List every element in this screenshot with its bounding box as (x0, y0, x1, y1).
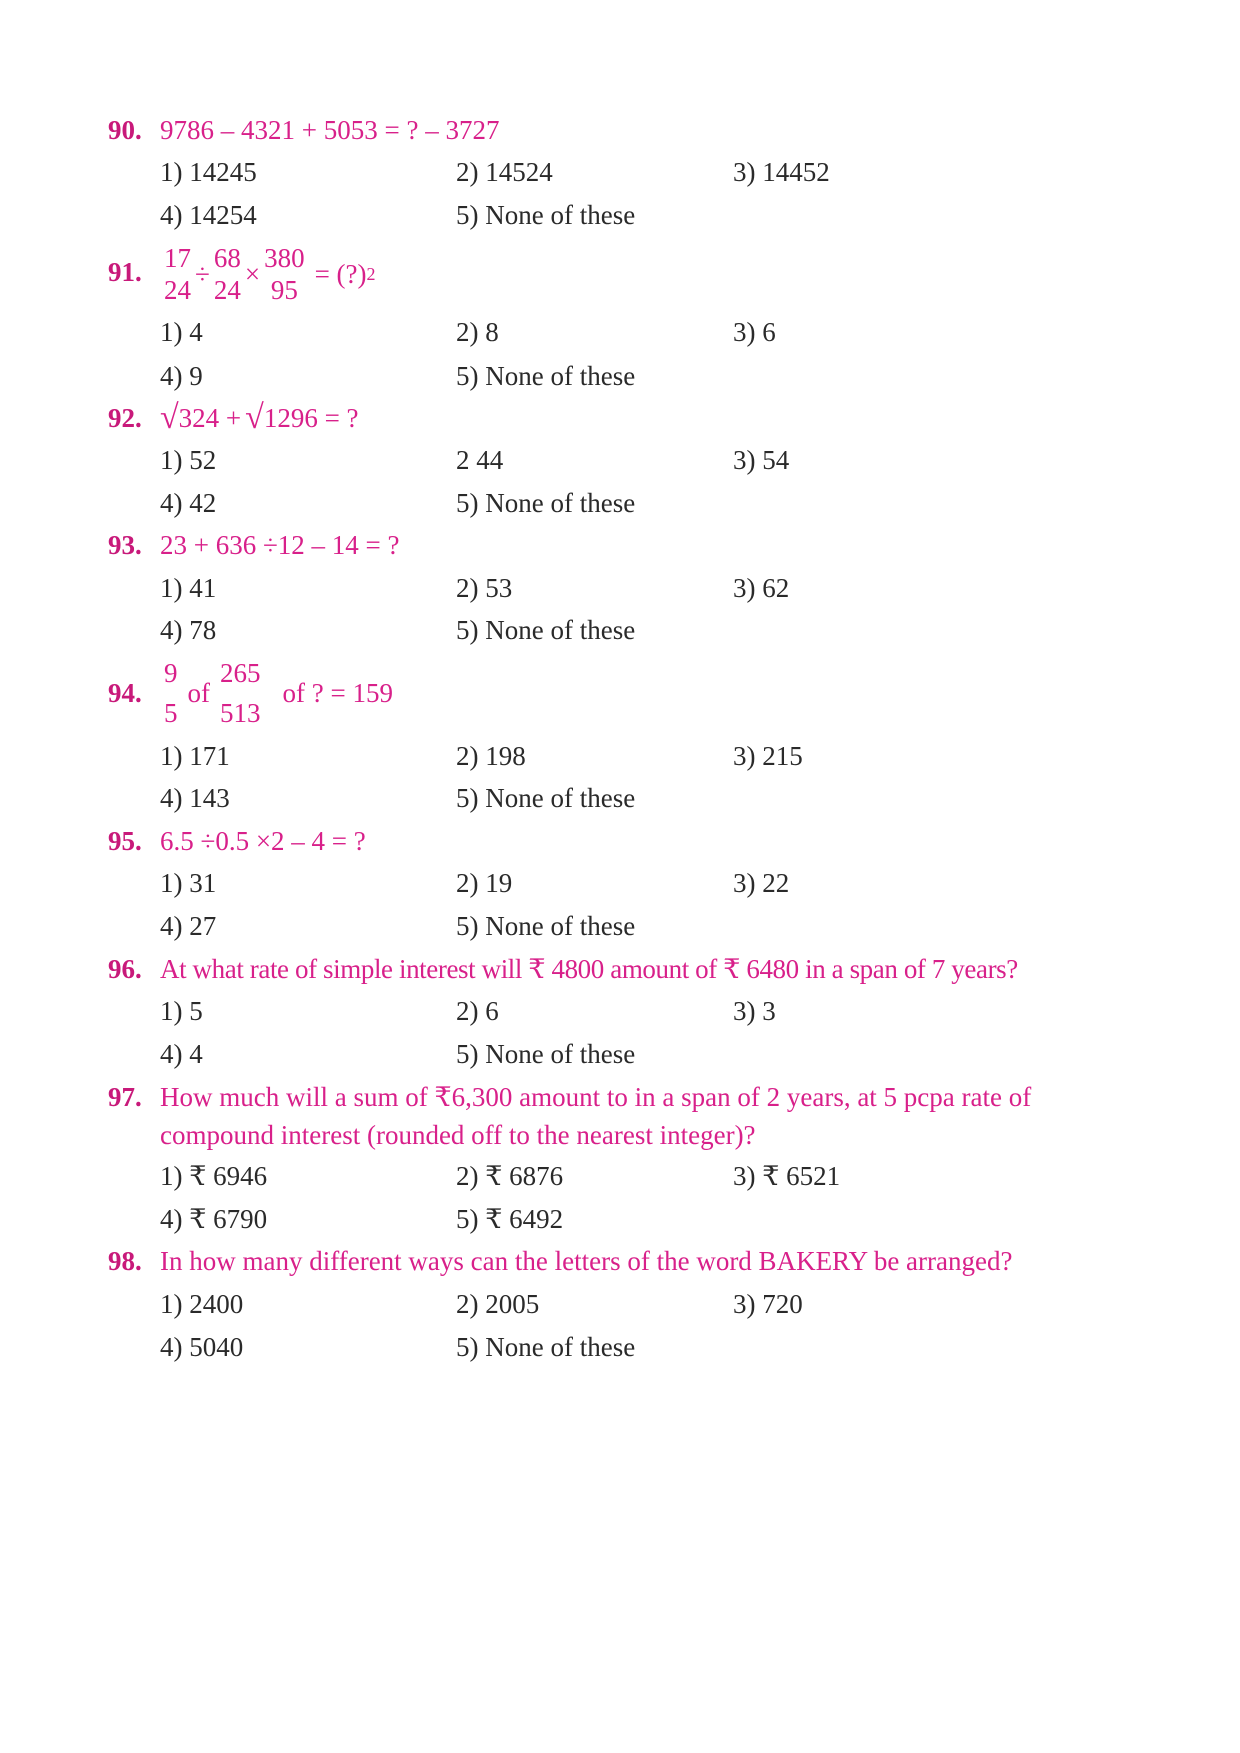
numerator: 68 (213, 243, 241, 273)
option: 4) 27 (160, 911, 217, 941)
sqrt-icon: √ (160, 399, 179, 436)
fraction (164, 242, 191, 306)
option: 2) 198 (456, 741, 526, 771)
option: 5) None of these (456, 200, 636, 230)
option: 4) 14254 (160, 200, 257, 230)
option: 5) None of these (456, 361, 636, 391)
term: 324 + (178, 402, 242, 433)
option: 5) None of these (456, 911, 636, 941)
numerator: 380 (264, 243, 305, 273)
question-text: At what rate of simple interest will ₹ 4800 amount of ₹ 6480 in a span of 7 years? (160, 954, 1018, 984)
option: 5) None of these (456, 1332, 636, 1362)
multiply-sign: × (244, 258, 261, 289)
option: 5) ₹ 6492 (456, 1204, 564, 1234)
option: 3) 215 (733, 741, 803, 771)
question-expression (160, 399, 359, 437)
option: 5) None of these (456, 615, 636, 645)
option: 2) 2005 (456, 1289, 540, 1319)
option: 4) 5040 (160, 1332, 244, 1362)
option: 2) 14524 (456, 157, 553, 187)
divide-sign: ÷ (195, 258, 210, 289)
question-text-continued: compound interest (rounded off to the nearest integer)? (160, 1120, 756, 1150)
fraction (214, 242, 241, 306)
rhs: = (?) (314, 258, 367, 289)
option: 1) 41 (160, 573, 217, 603)
option: 1) 171 (160, 741, 230, 771)
option: 4) 143 (160, 783, 230, 813)
question-text: 9786 – 4321 + 5053 = ? – 3727 (160, 115, 500, 145)
option: 2) 8 (456, 317, 499, 347)
option: 4) 78 (160, 615, 217, 645)
question-number: 90. (108, 115, 142, 145)
option: 2) 53 (456, 573, 513, 603)
question-number: 97. (108, 1082, 142, 1112)
option: 2) 19 (456, 868, 513, 898)
question-text: How much will a sum of ₹6,300 amount to in a span of 2 years, at 5 pcpa rate of (160, 1082, 1032, 1112)
option: 1) ₹ 6946 (160, 1161, 268, 1191)
question-expression (160, 653, 393, 733)
question-expression (160, 242, 376, 306)
question-number: 96. (108, 954, 142, 984)
question-text: In how many different ways can the letters of the word BAKERY be arranged? (160, 1246, 1013, 1276)
numerator: 17 (164, 243, 191, 273)
question-text: 23 + 636 ÷12 – 14 = ? (160, 530, 400, 560)
fraction (164, 653, 178, 733)
denominator: 24 (213, 275, 241, 305)
option: 1) 5 (160, 996, 203, 1026)
question-number: 95. (108, 826, 142, 856)
question-number: 93. (108, 530, 142, 560)
of-word: of (187, 677, 210, 708)
option: 4) 4 (160, 1039, 203, 1069)
option: 5) None of these (456, 1039, 636, 1069)
term: 1296 = ? (263, 402, 359, 433)
fraction (264, 242, 305, 306)
denominator: 513 (220, 698, 261, 728)
option: 3) 22 (733, 868, 790, 898)
option: 2) 6 (456, 996, 499, 1026)
option: 1) 4 (160, 317, 203, 347)
option: 3) 3 (733, 996, 776, 1026)
exponent: 2 (366, 263, 376, 284)
option: 3) 14452 (733, 157, 830, 187)
option: 4) 9 (160, 361, 203, 391)
option: 4) ₹ 6790 (160, 1204, 268, 1234)
option: 5) None of these (456, 783, 636, 813)
question-number: 91. (108, 257, 142, 287)
option: 2 44 (456, 445, 504, 475)
option: 3) 720 (733, 1289, 803, 1319)
option: 1) 52 (160, 445, 217, 475)
option: 1) 31 (160, 868, 217, 898)
question-number: 98. (108, 1246, 142, 1276)
option: 1) 2400 (160, 1289, 244, 1319)
question-text: 6.5 ÷0.5 ×2 – 4 = ? (160, 826, 366, 856)
denominator: 5 (164, 698, 178, 728)
denominator: 95 (270, 275, 298, 305)
option: 4) 42 (160, 488, 217, 518)
option: 2) ₹ 6876 (456, 1161, 564, 1191)
numerator: 9 (164, 658, 178, 688)
fraction (220, 653, 261, 733)
option: 1) 14245 (160, 157, 257, 187)
option: 3) 6 (733, 317, 776, 347)
option: 3) 54 (733, 445, 790, 475)
option: 3) ₹ 6521 (733, 1161, 841, 1191)
question-number: 92. (108, 403, 142, 433)
denominator: 24 (164, 275, 191, 305)
numerator: 265 (220, 658, 261, 688)
rhs: of ? = 159 (282, 677, 393, 708)
sqrt-icon: √ (245, 399, 264, 436)
question-number: 94. (108, 678, 142, 708)
option: 3) 62 (733, 573, 790, 603)
option: 5) None of these (456, 488, 636, 518)
